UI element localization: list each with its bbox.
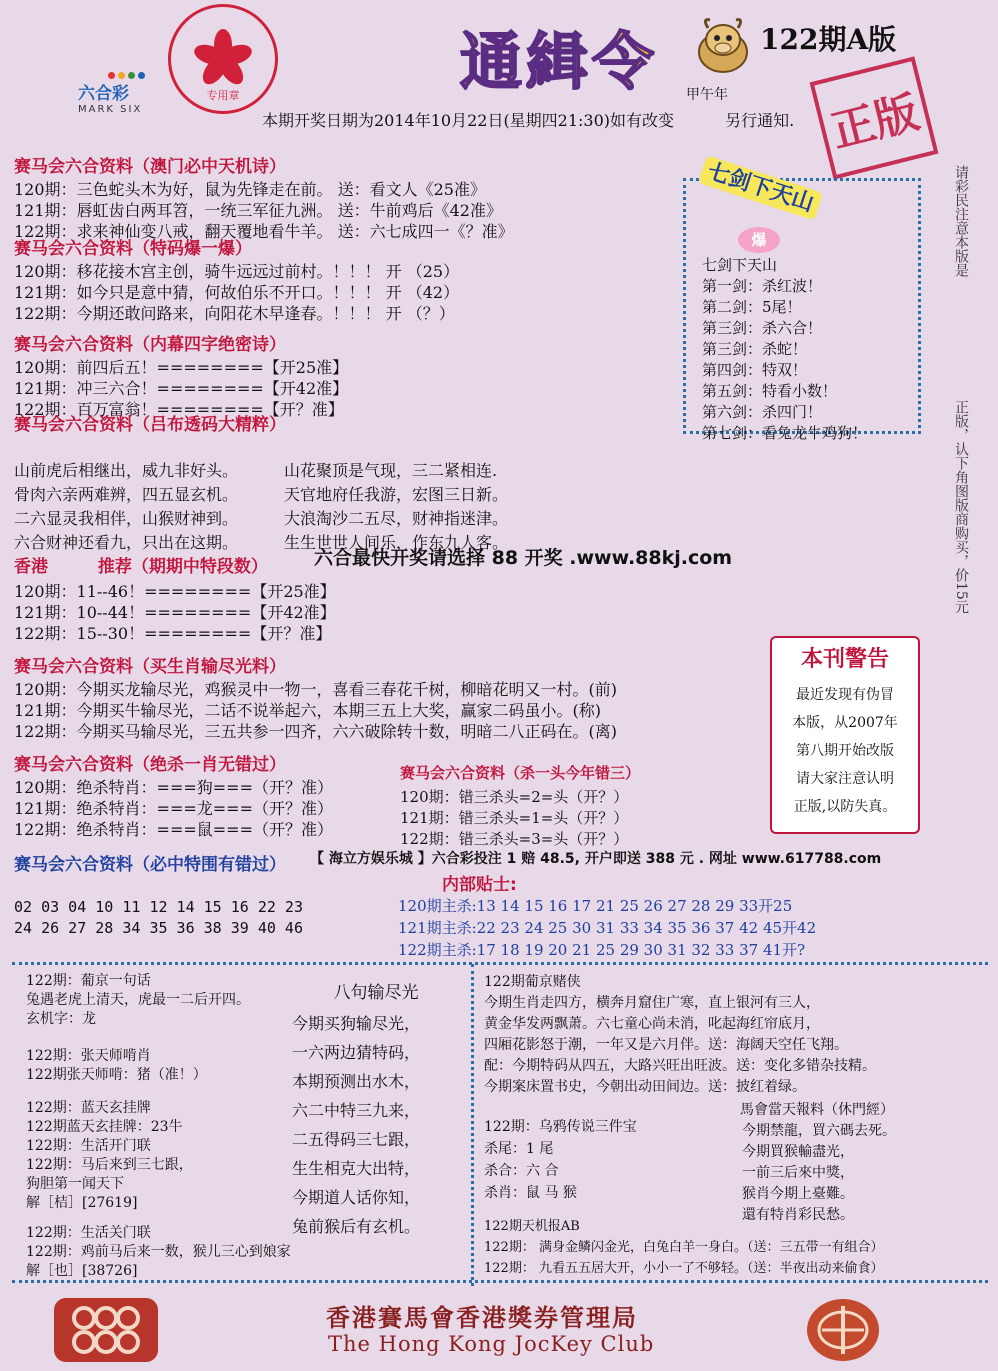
block-mahui [740, 1100, 980, 1226]
section-title: 赛马会六合资料（绝杀一肖无错过） [14, 755, 286, 775]
list-item: 121期：唇虹齿白两耳笤，一统三军征九洲。 送：牛前鸡后《42准》 [14, 201, 502, 220]
seven-swords-heading: 七剑下天山 [702, 256, 778, 274]
list-item: 配：今期特码从四五，大路兴旺出旺波。送：变化多错杂技精。 [484, 1058, 876, 1074]
section-macau-poem [14, 152, 674, 242]
side-notice-top [952, 165, 974, 282]
list-item: 120期主杀:13 14 15 16 17 21 25 26 27 28 29 33开25 [398, 897, 793, 915]
list-item: 120期：11--46！========【开25准】 [14, 582, 336, 601]
section-title: 赛马会六合资料（杀一头今年错三） [400, 764, 641, 782]
number-row: 02 03 04 10 11 12 14 15 16 22 23 [14, 898, 303, 916]
logo-dots [108, 72, 173, 79]
list-item: 121期：错三杀头=1=头（开？） [400, 809, 629, 827]
seven-swords-box [683, 159, 921, 442]
list-item: 二五得码三七跟， [292, 1130, 421, 1149]
hkjc-logo-left [52, 1296, 160, 1364]
section-special-burst [14, 234, 674, 324]
page-title: 通緝令 [460, 25, 659, 98]
genuine-stamp-text: 正版 [826, 86, 924, 158]
list-item: 第六剑：杀四门！ [702, 403, 823, 421]
draw-notice-text: 本期开奖日期为2014年10月22日(星期四21:30)如有改变 [262, 111, 675, 130]
list-item: 第四剑：特双！ [702, 361, 808, 379]
list-item: 121期主杀:22 23 24 25 30 31 33 34 35 36 37 42 45开42 [398, 919, 817, 937]
footer-title-en: The Hong Kong JocKey Club [328, 1332, 655, 1356]
list-item: 生生世世人间乐，作东九人客。 [284, 533, 509, 552]
ad-banner-88kj[interactable]: 六合最快开奖请选择 88 开奖 .www.88kj.com [314, 547, 733, 569]
section-title: 赛马会六合资料（买生肖输尽光料） [14, 657, 286, 677]
list-item: 122期：求来神仙变八戒，翻天覆地看牛羊。 送：六七成四一《？准》 [14, 222, 514, 241]
list-item: 第三剑：杀蛇！ [702, 340, 808, 358]
list-item: 122期：今期买马输尽光，三五共参一四齐，六六破除转十数，明暗二八正码在。(离) [14, 722, 618, 741]
list-item: 第七剑：看兔龙牛鸡狗！ [702, 424, 868, 442]
list-item: 120期：移花接木宫主创，骑牛远远过前村。！！！ 开 （25） [14, 262, 460, 281]
section-title-b: 推荐（期期中特段数） [97, 557, 268, 577]
footer [0, 1286, 998, 1371]
list-item: 今期買猴輸盡光， [742, 1144, 854, 1160]
block-lantian [26, 1099, 316, 1213]
list-item: 122期：乌鸦传说三件宝 [484, 1119, 637, 1135]
block-wuya [484, 1116, 704, 1204]
number-row: 24 26 27 28 34 35 36 38 39 40 46 [14, 919, 303, 937]
poem-eight-lines [292, 978, 460, 1241]
section-divider [12, 962, 988, 965]
section-title: 赛马会六合资料（澳门必中天机诗） [14, 157, 286, 177]
section-lvbu [14, 410, 674, 555]
list-item: 122期：葡京一句话 [26, 973, 151, 989]
list-item: 今期道人话你知， [292, 1188, 421, 1207]
block-tianji [484, 1216, 989, 1279]
logo-cn: 六合彩 [78, 84, 129, 104]
list-item: 120期：绝杀特肖：===狗===（开？准） [14, 778, 333, 797]
ox-mascot-icon [688, 10, 758, 80]
list-item: 第二剑：5尾！ [702, 298, 802, 316]
list-item: 122期：绝杀特肖：===鼠===（开？准） [14, 820, 333, 839]
list-item: 122期：鸡前马后来一数，猴儿三心到娘家 [26, 1244, 291, 1260]
block-pujing-dushi [484, 972, 984, 1098]
list-item: 121期：10--44！========【开42准】 [14, 603, 336, 622]
list-item: 122期：马后来到三七跟， [26, 1157, 193, 1173]
ad-banner-617788[interactable]: 【 海立方娱乐城 】六合彩投注 1 赔 48.5, 开户即送 388 元 . 网址 www.617788.com [310, 851, 882, 867]
poem-right-column [284, 459, 508, 555]
list-item: 122期：15--30！========【开？准】 [14, 624, 332, 643]
bauhinia-icon [171, 7, 275, 111]
list-item: 120期：三色蛇头木为好，鼠为先锋走在前。 送：看文人《25准》 [14, 180, 486, 199]
list-item: 兔遇老虎上清天，虎最一二后开四。 [26, 992, 250, 1008]
list-item: 杀肖：鼠 马 猴 [484, 1185, 577, 1201]
list-item: 120期：前四后五！========【开25准】 [14, 358, 349, 377]
draw-notice-tail: 另行通知. [725, 111, 795, 130]
list-item: 杀尾：1 尾 [484, 1141, 554, 1157]
list-item: 一前三后來中獎， [742, 1165, 854, 1181]
list-item: 一六两边猜特码， [292, 1043, 421, 1062]
list-item: 今期买狗输尽光， [292, 1014, 421, 1033]
section-title: 赛马会六合资料（特码爆一爆） [14, 239, 252, 259]
list-item: 正版,以防失真。 [793, 799, 897, 815]
list-item: 120期：今期买龙输尽光，鸡猴灵中一物一，喜看三春花千树，柳暗花明又一村。(前) [14, 680, 618, 699]
list-item: 山花聚顶是气现，三二紧相连. [284, 461, 498, 480]
section-title: 赛马会六合资料（吕布透码大精粹） [14, 415, 286, 435]
hkjc-emblem-right [804, 1296, 882, 1364]
list-item: 今期禁龍，買六碼去死。 [742, 1123, 896, 1139]
list-item: 本版，从2007年 [792, 715, 898, 731]
burst-badge [738, 227, 780, 253]
year-label: 甲午年 [686, 87, 728, 103]
list-item: 第一剑：杀红波！ [702, 277, 823, 295]
list-item: 六二中特三九来， [292, 1101, 421, 1120]
section-inside-tips [398, 870, 898, 961]
section-title: 内部贴士: [442, 875, 517, 895]
section-title-a: 香港 [14, 557, 48, 577]
list-item: 兔前猴后有玄机。 [292, 1217, 421, 1236]
logo-en: MARK SIX [78, 104, 143, 115]
issue-label: 122期A版 [760, 23, 897, 56]
list-item: 猴肖今期上臺難。 [742, 1186, 854, 1202]
footer-title-cn: 香港賽馬會香港獎券管理局 [326, 1303, 638, 1332]
side-notice-top-text: 请彩民注意本版是 [953, 165, 969, 277]
list-item: 122期：蓝天玄挂牌 [26, 1100, 151, 1116]
block-zhang-tianshi [26, 1047, 316, 1085]
list-item: 解［桔］[27619] [26, 1195, 138, 1211]
section-kill-head [400, 762, 700, 850]
list-item: 122期蓝天玄挂牌：23牛 [26, 1119, 183, 1135]
poem-left-column [14, 459, 238, 555]
list-item: 馬會當天報料（休門經） [740, 1102, 894, 1118]
list-item: 122期：百万富翁！========【开？准】 [14, 400, 344, 419]
header [0, 0, 998, 158]
list-item: 四厢花影怒于潮，一年又是六月伴。送：海阔天空任飞翔。 [484, 1037, 848, 1053]
section-title: 赛马会六合资料（必中特围有错过） [14, 855, 286, 875]
list-item: 122期葡京赌侠 [484, 974, 581, 990]
warning-box [770, 636, 920, 834]
section-zodiac-lose [14, 652, 764, 742]
list-item: 请大家注意认明 [796, 771, 894, 787]
list-item: 還有特肖彩民愁。 [742, 1207, 854, 1223]
seven-swords-banner-text: 七剑下天山 [698, 155, 823, 220]
draw-notice [262, 108, 794, 131]
list-item: 122期： 九看五五居大开，小小一了不够轻。（送：半夜出动来偷食） [484, 1261, 884, 1276]
warning-title: 本刊警告 [800, 646, 889, 672]
list-item: 122期：张天师啃肖 [26, 1048, 151, 1064]
list-item: 122期： 满身金鳞闪金光，白兔白羊一身白。（送：三五带一有组合） [484, 1240, 884, 1255]
list-item: 大浪淘沙二五尽，财神指迷津。 [284, 509, 509, 528]
section-hk-recommend [14, 552, 614, 644]
list-item: 狗胆第一闻天下 [26, 1176, 124, 1192]
list-item: 本期预测出水木， [292, 1072, 421, 1091]
list-item: 第五剑：特看小数！ [702, 382, 838, 400]
svg-text:专用章: 专用章 [206, 89, 240, 102]
list-item: 121期：绝杀特肖：===龙===（开？准） [14, 799, 333, 818]
list-item: 121期：冲三六合！========【开42准】 [14, 379, 349, 398]
list-item: 第三剑：杀六合！ [702, 319, 823, 337]
list-item: 今期案床置书史，今朝出动田间边。送：披红着绿。 [484, 1079, 806, 1095]
list-item: 122期：生活关门联 [26, 1225, 151, 1241]
list-item: 山前虎后相继出，威九非好头。 [14, 461, 239, 480]
list-item: 黄金华发两飘萧。六七童心尚未消，叱起海红帘底月， [484, 1016, 820, 1032]
list-item: 解［也］[38726] [26, 1263, 138, 1279]
seal-stamp [168, 4, 278, 114]
list-item: 121期：如今只是意中猜，何故伯乐不开口。！！！ 开 （42） [14, 283, 460, 302]
list-item: 122期：错三杀头=3=头（开？） [400, 830, 629, 848]
list-item: 122期：今期还敢问路来，向阳花木早逢春。！！！ 开 （？） [14, 304, 455, 323]
list-item: 121期：今期买牛输尽光，二话不说举起六，本期三五上大奖，赢家二码虽小。(称) [14, 701, 602, 720]
list-item: 120期：错三杀头=2=头（开？） [400, 788, 629, 806]
list-item: 六合财神还看九，只出在这期。 [14, 533, 239, 552]
list-item: 122期张天师啃：猪（准！） [26, 1067, 207, 1083]
list-item: 杀合：六 合 [484, 1163, 559, 1179]
genuine-stamp [810, 56, 939, 179]
list-item: 天官地府任我游，宏图三日新。 [284, 485, 509, 504]
list-item: 今期生肖走四方，横奔月窟住广寒，直上银河有三人， [484, 995, 820, 1011]
column-divider [471, 964, 474, 1286]
section-title [14, 552, 614, 577]
section-title: 赛马会六合资料（内幕四字绝密诗） [14, 335, 286, 355]
list-item: 生生相克大出特， [292, 1159, 421, 1178]
burst-badge-text: 爆 [751, 231, 767, 249]
side-notice-bottom [952, 400, 974, 619]
poem-title: 八句输尽光 [333, 983, 419, 1003]
list-item: 第八期开始改版 [796, 743, 894, 759]
side-notice-bottom-text: 正版，认下角图版商购买，价15元 [953, 400, 969, 614]
section-kill-zodiac [14, 750, 374, 840]
section-four-words [14, 330, 674, 420]
list-item: 122期主杀:17 18 19 20 21 25 29 30 31 32 33 37 41开? [398, 941, 806, 959]
list-item: 最近发现有伪冒 [796, 687, 894, 703]
list-item: 122期天机报AB [484, 1219, 580, 1234]
mark-six-logo [78, 72, 173, 122]
list-item: 122期：生活开门联 [26, 1138, 151, 1154]
list-item: 玄机字：龙 [26, 1011, 96, 1027]
list-item: 二六显灵我相伴，山猴财神到。 [14, 509, 239, 528]
block-pujing-word [26, 972, 316, 1029]
seven-swords-banner [695, 152, 841, 235]
list-item: 骨肉六亲两难辨，四五显玄机。 [14, 485, 239, 504]
